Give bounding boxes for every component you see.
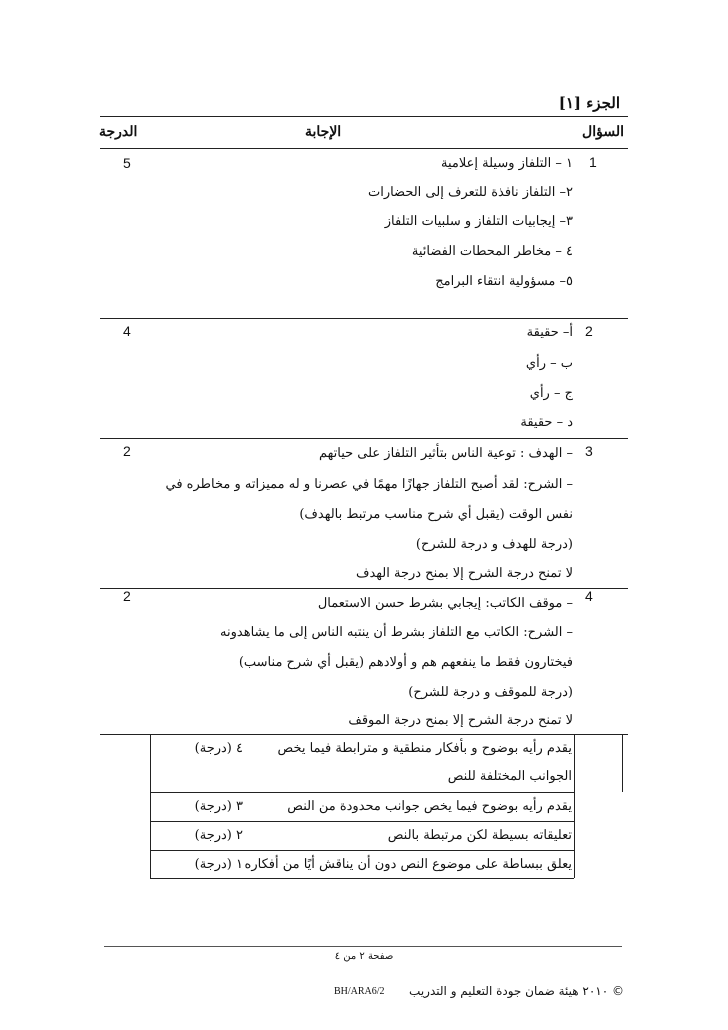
rubric-score: ٤ (درجة) <box>194 741 243 756</box>
footer-rule <box>104 946 622 947</box>
answer-line: لا تمنح درجة الشرح إلا بمنح درجة الهدف <box>355 566 573 581</box>
answer-line: ج – رأي <box>529 386 573 401</box>
rubric-top-rule <box>100 734 628 735</box>
document-code: BH/ARA6/2 <box>334 986 385 997</box>
row-divider <box>100 438 628 439</box>
rubric-bottom-rule <box>150 878 574 879</box>
question-mark: 4 <box>123 323 131 339</box>
row-divider <box>100 588 628 589</box>
header-bottom-rule <box>100 148 628 149</box>
answer-line: نفس الوقت (يقبل أي شرح مناسب مرتبط بالهدف) <box>299 507 573 522</box>
question-mark: 2 <box>123 588 131 604</box>
copyright-notice: © ٢٠١٠ هيئة ضمان جودة التعليم و التدريب <box>409 984 624 998</box>
rubric-divider <box>150 821 574 822</box>
answer-line: – الهدف : توعية الناس بتأثير التلفاز على حياتهم <box>318 446 573 461</box>
answer-line: ١ – التلفاز وسيلة إعلامية <box>441 156 573 171</box>
rubric-description: الجوانب المختلفة للنص <box>447 769 572 784</box>
page-number: صفحة ٢ من ٤ <box>334 951 394 962</box>
rubric-right-border <box>574 734 575 878</box>
rubric-score: ٢ (درجة) <box>194 828 243 843</box>
rubric-divider <box>150 792 574 793</box>
answer-line: ٥– مسؤولية انتقاء البرامج <box>435 274 573 289</box>
answer-line: لا تمنح درجة الشرح إلا بمنح درجة الموقف <box>348 713 573 728</box>
rubric-score: ٣ (درجة) <box>194 799 243 814</box>
answer-line: ٣– إيجابيات التلفاز و سلبيات التلفاز <box>384 214 573 229</box>
rubric-description: يعلق ببساطة على موضوع النص دون أن يناقش أيًا من أفكاره <box>244 857 572 872</box>
answer-line: د – حقيقة <box>520 415 573 430</box>
answer-line: – الشرح: لقد أصبح التلفاز جهازًا مهمًا في عصرنا و له مميزاته و مخاطره في <box>165 477 573 492</box>
header-mark: الدرجة <box>99 124 138 140</box>
question-number: 3 <box>585 443 593 459</box>
answer-line: (درجة للهدف و درجة للشرح) <box>415 537 573 552</box>
answer-line: ب – رأي <box>525 356 573 371</box>
answer-line: – موقف الكاتب: إيجابي بشرط حسن الاستعمال <box>317 596 573 611</box>
row-divider <box>100 318 628 319</box>
answer-line: ٤ – مخاطر المحطات الفضائية <box>411 244 573 259</box>
header-answer: الإجابة <box>305 124 342 140</box>
rubric-description: يقدم رأيه بوضوح و بأفكار منطقية و مترابطة فيما يخص <box>277 741 572 756</box>
question-number: 4 <box>585 588 593 604</box>
answer-line: (درجة للموقف و درجة للشرح) <box>408 685 573 700</box>
section-title: الجزء [١] <box>558 94 620 112</box>
header-question: السؤال <box>582 124 624 140</box>
rubric-score: ١ (درجة) <box>194 857 243 872</box>
question-mark: 5 <box>123 155 131 171</box>
table-top-rule <box>100 116 628 117</box>
rubric-divider <box>150 850 574 851</box>
rubric-left-border <box>150 734 151 878</box>
rubric-description: تعليقاته بسيطة لكن مرتبطة بالنص <box>387 828 572 843</box>
answer-line: ٢– التلفاز نافذة للتعرف إلى الحضارات <box>367 185 573 200</box>
answer-line: فيختارون فقط ما ينفعهم هم و أولادهم (يقبل أي شرح مناسب) <box>238 655 573 670</box>
rubric-description: يقدم رأيه بوضوح فيما يخص جوانب محدودة من النص <box>287 799 572 814</box>
question-number: 1 <box>589 154 597 170</box>
question-mark: 2 <box>123 443 131 459</box>
answer-line: – الشرح: الكاتب مع التلفاز بشرط أن ينتبه الناس إلى ما يشاهدونه <box>220 625 573 640</box>
rubric-right-border-outer <box>622 734 623 792</box>
question-number: 2 <box>585 323 593 339</box>
answer-line: أ– حقيقة <box>526 325 573 340</box>
